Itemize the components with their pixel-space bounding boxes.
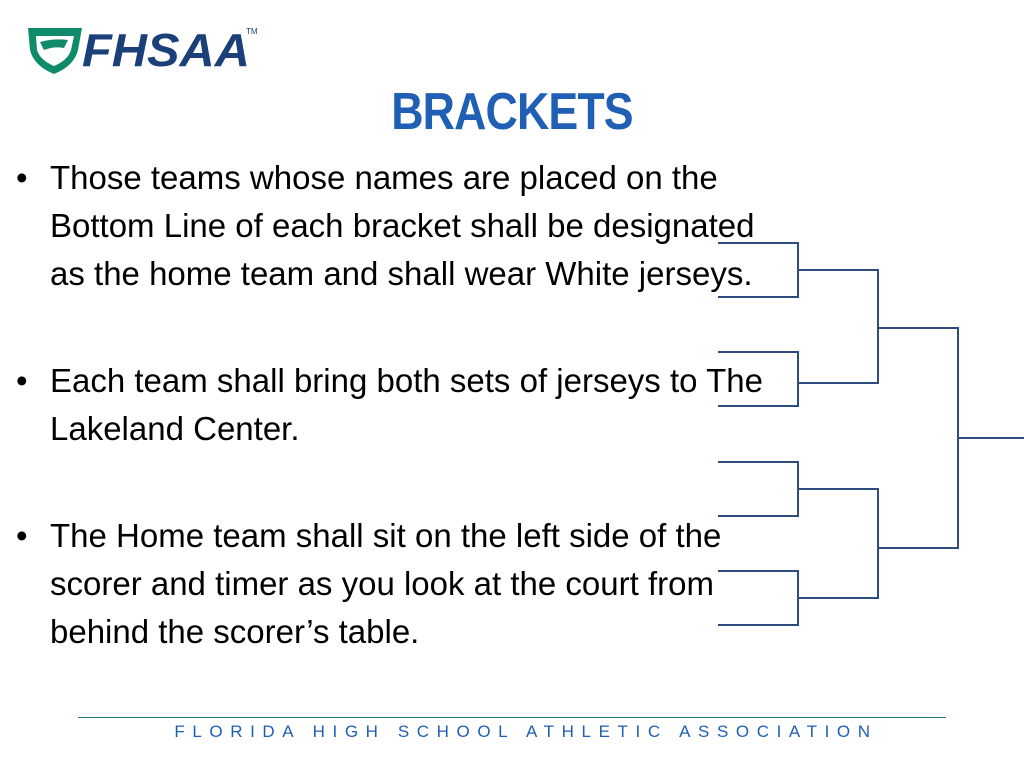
- bullet-item: • Each team shall bring both sets of jerseys to The Lakeland Center.: [14, 357, 784, 453]
- bracket-semifinal-2: [798, 489, 878, 598]
- footer-organization-name: FLORIDA HIGH SCHOOL ATHLETIC ASSOCIATION: [174, 722, 878, 741]
- slide-title: BRACKETS: [391, 83, 633, 141]
- svg-text:FHSAA: FHSAA: [82, 24, 251, 76]
- fhsaa-logo: [24, 20, 258, 76]
- footer-divider: [78, 717, 946, 718]
- bracket-semifinal-1: [798, 270, 878, 383]
- svg-text:TM: TM: [246, 27, 258, 36]
- bullet-item: • The Home team shall sit on the left side of the scorer and timer as you look at the court from behind the scorer’s table.: [14, 512, 784, 656]
- bullet-list: [14, 154, 784, 715]
- fhsaa-logo-graphic: [24, 20, 258, 76]
- bullet-item: • Those teams whose names are placed on the Bottom Line of each bracket shall be designated as the home team and shall wear White jerseys.: [14, 154, 784, 298]
- bracket-final: [878, 328, 958, 548]
